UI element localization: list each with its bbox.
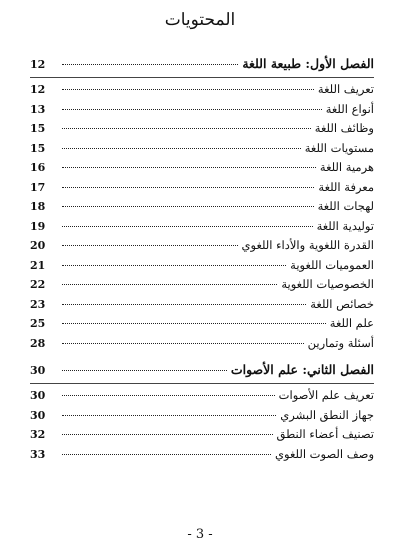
page-number: - 3 - [187,527,213,542]
toc-entry-title: وظائف اللغة [314,121,374,135]
toc-entry-page: 13 [30,102,46,116]
toc-entry [30,258,374,278]
dot-leader [62,89,314,90]
dot-leader [62,415,276,416]
toc-entry [30,297,374,317]
toc-entry-title: تصنيف أعضاء النطق [276,427,374,441]
toc-entry [30,388,374,408]
dot-leader [62,245,238,246]
toc-entry-page: 16 [30,161,46,174]
dot-leader [62,206,314,207]
chapter-1-title: الفصل الأول: طبيعة اللغة [242,56,374,71]
dot-leader [62,128,311,129]
toc-entry-page: 18 [30,200,46,213]
toc-entry-title: وصف الصوت اللغوي [275,446,374,461]
chapter-2-section [30,362,374,466]
dot-leader [62,148,301,149]
toc-entry [30,447,374,467]
dot-leader [62,343,304,344]
toc-entry [30,427,374,447]
dot-leader [62,187,314,188]
dot-leader [62,109,322,110]
toc-entry-title: معرفة اللغة [318,179,374,194]
toc-entry [30,121,374,141]
chapter-1-section [30,56,374,355]
toc-entry-page: 20 [30,239,46,252]
chapter-2-heading [30,362,374,382]
toc-entry-page: 30 [30,389,46,402]
toc-entry [30,316,374,336]
toc-entry-page: 17 [30,180,46,194]
toc-entry-title: توليدية اللغة [316,218,374,233]
toc-entry-page: 33 [30,447,46,461]
toc-entry-title: لهجات اللغة [317,199,374,213]
toc-entry-page: 22 [30,278,46,291]
dot-leader [62,265,286,266]
toc-entry-page: 12 [30,83,46,96]
toc-entry-page: 15 [30,122,46,135]
toc-entry-title: أنواع اللغة [325,101,374,116]
dot-leader [62,304,306,305]
toc-entry-page: 23 [30,297,46,311]
toc-entry-title: تعريف اللغة [317,82,374,96]
toc-entry-title: تعريف علم الأصوات [278,388,374,402]
toc-entry [30,408,374,428]
toc-entry-title: العموميات اللغوية [290,257,374,272]
toc-entry-page: 28 [30,336,46,350]
toc-entry-page: 25 [30,317,46,330]
toc-entry-title: خصائص اللغة [310,296,374,311]
toc-entry-title: جهاز النطق البشري [280,407,374,422]
toc-entry [30,180,374,200]
dot-leader [62,226,313,227]
chapter-2-page: 30 [30,364,46,377]
dot-leader [62,167,316,168]
toc-entry-page: 19 [30,219,46,233]
toc-entry [30,141,374,161]
toc-entry-title: علم اللغة [329,316,374,330]
toc-entry-title: أسئلة وتمارين [307,335,374,350]
chapter-1-heading [30,56,374,76]
dot-leader [62,64,238,65]
dot-leader [62,454,271,455]
chapter-1-underline [30,77,374,78]
page-title: المحتويات [164,10,236,30]
toc-entry [30,336,374,356]
toc-entry [30,219,374,239]
toc-entry-title: مستويات اللغة [304,140,374,155]
toc-entry [30,82,374,102]
dot-leader [62,395,275,396]
toc-entry [30,160,374,180]
toc-entry [30,199,374,219]
chapter-1-page: 12 [30,58,46,71]
toc-entry [30,277,374,297]
toc-entry-title: الخصوصيات اللغوية [281,277,374,291]
toc-entry-page: 30 [30,408,46,422]
chapter-2-underline [30,383,374,384]
dot-leader [62,323,326,324]
toc-entry-page: 15 [30,141,46,155]
dot-leader [62,284,277,285]
chapter-2-title: الفصل الثاني: علم الأصوات [230,362,374,377]
toc-entry-title: هرمية اللغة [319,160,374,174]
toc-entry-title: القدرة اللغوية والأداء اللغوي [241,238,374,252]
toc-entry-page: 21 [30,258,46,272]
dot-leader [62,370,227,371]
dot-leader [62,434,273,435]
toc-entry [30,102,374,122]
toc-entry-page: 32 [30,428,46,441]
toc-entry [30,238,374,258]
